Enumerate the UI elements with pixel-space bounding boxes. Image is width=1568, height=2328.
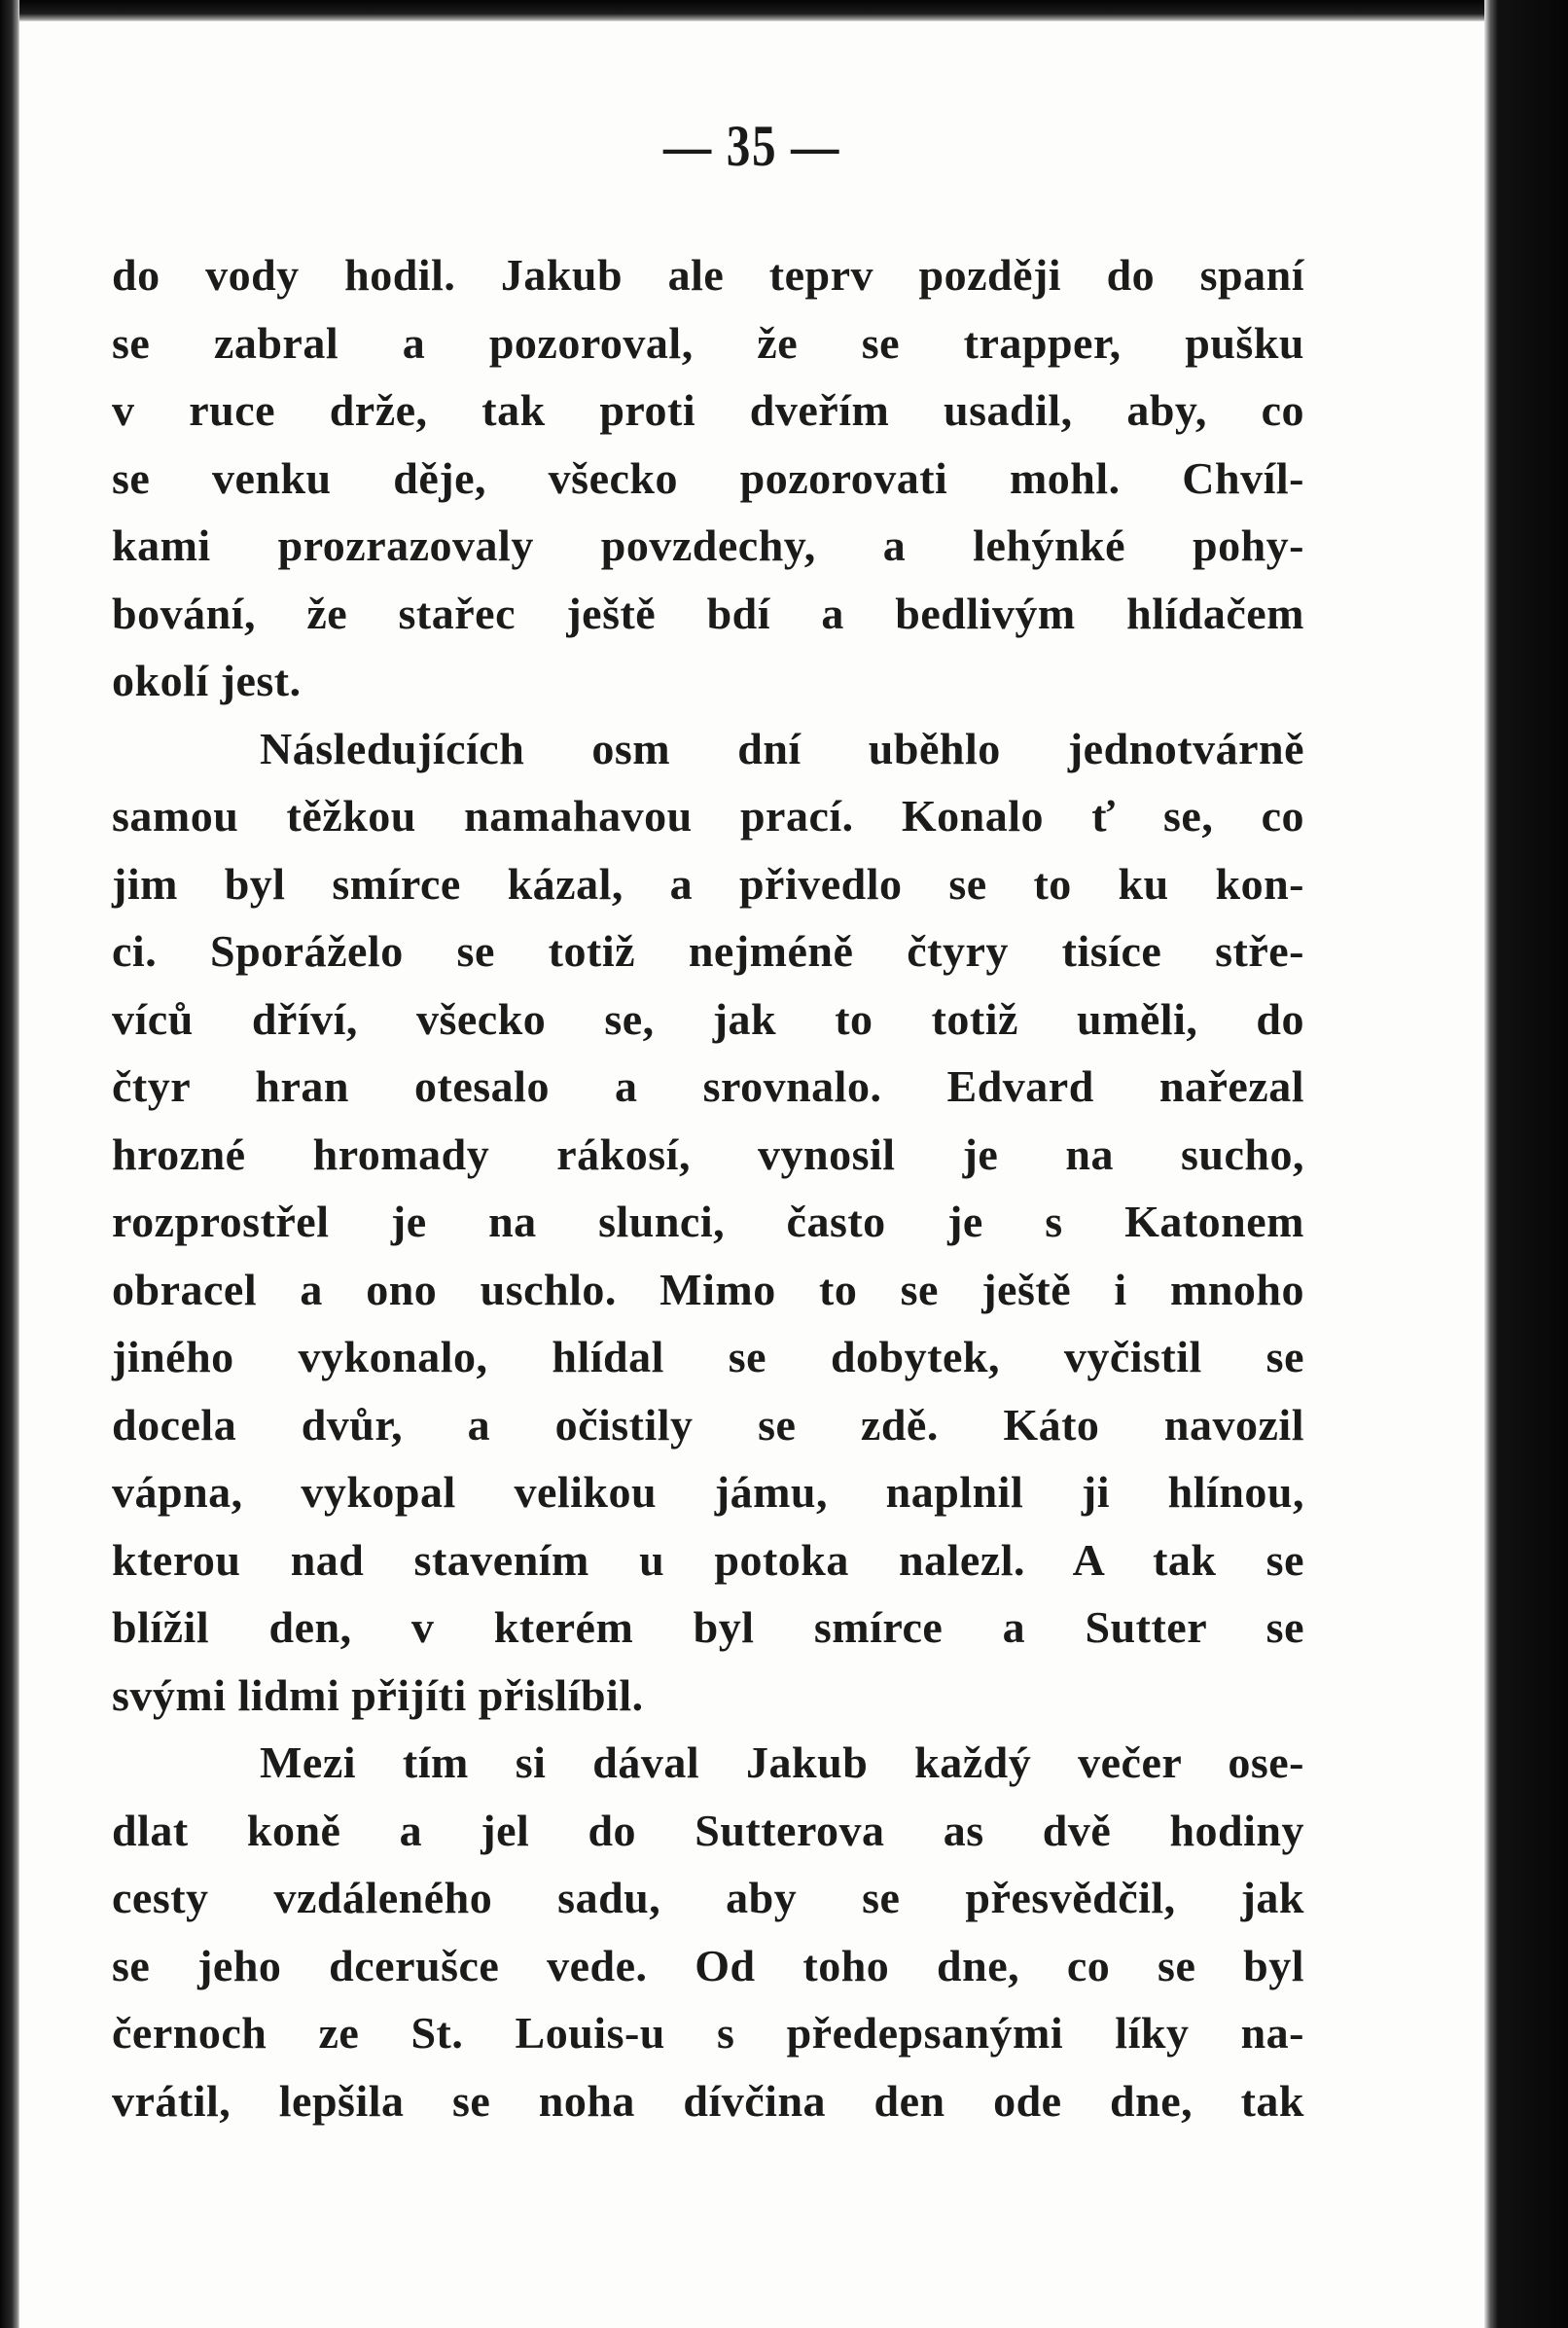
paper-sheet: [19, 21, 1484, 2328]
text-line: rozprostřel je na slunci, často je s Katonem: [112, 1197, 1304, 1246]
text-line: okolí jest.: [112, 656, 302, 705]
text-line: samou těžkou namahavou prací. Konalo ť se, co: [112, 791, 1304, 841]
scan-edge-right: [1484, 0, 1568, 2328]
text-line: víců dříví, všecko se, jak to totiž uměli, do: [112, 993, 1304, 1044]
text-line: docela dvůr, a očistily se zdě. Káto navozil: [112, 1399, 1304, 1450]
text-line: se venku děje, všecko pozorovati mohl. Chvíl-: [112, 452, 1304, 503]
text-line: cesty vzdáleného sadu, aby se přesvědčil, jak: [112, 1873, 1304, 1922]
scan-edge-left: [0, 0, 19, 2328]
text-line: Následujících osm dní uběhlo jednotvárně: [260, 723, 1304, 773]
text-line: se jeho dcerušce vede. Od toho dne, co se byl: [112, 1940, 1304, 1990]
scan-edge-top: [0, 0, 1568, 21]
body-text: [112, 241, 1304, 2134]
text-line: blížil den, v kterém byl smírce a Sutter se: [112, 1602, 1304, 1652]
text-line: černoch ze St. Louis-u s předepsanými líky na-: [112, 2008, 1304, 2058]
text-line: bování, že stařec ještě bdí a bedlivým hlídačem: [112, 588, 1304, 638]
text-line: vrátil, lepšila se noha dívčina den ode dne, tak: [112, 2075, 1304, 2126]
text-line: se zabral a pozoroval, že se trapper, pušku: [112, 317, 1304, 368]
text-line: kterou nad stavením u potoka nalezl. A tak se: [112, 1534, 1304, 1585]
text-line: do vody hodil. Jakub ale teprv později do spaní: [112, 250, 1304, 300]
text-line: hrozné hromady rákosí, vynosil je na sucho,: [112, 1128, 1304, 1179]
text-line: vápna, vykopal velikou jámu, naplnil ji hlínou,: [112, 1467, 1304, 1517]
page-number: — 35 —: [662, 114, 841, 178]
text-line: kami prozrazovaly povzdechy, a lehýnké pohy-: [112, 520, 1304, 570]
text-line: čtyr hran otesalo a srovnalo. Edvard nařezal: [112, 1061, 1304, 1111]
text-line: Mezi tím si dával Jakub každý večer ose-: [260, 1737, 1304, 1787]
text-line: svými lidmi přijíti přislíbil.: [112, 1669, 644, 1720]
text-line: jim byl smírce kázal, a přivedlo se to ku kon-: [112, 858, 1304, 909]
text-line: v ruce drže, tak proti dveřím usadil, aby, co: [112, 385, 1304, 435]
text-line: obracel a ono uschlo. Mimo to se ještě i mnoho: [112, 1264, 1304, 1314]
text-line: jiného vykonalo, hlídal se dobytek, vyčistil se: [112, 1332, 1304, 1381]
text-line: ci. Sporáželo se totiž nejméně čtyry tisíce stře-: [112, 926, 1304, 976]
text-line: dlat koně a jel do Sutterova as dvě hodiny: [112, 1805, 1304, 1855]
